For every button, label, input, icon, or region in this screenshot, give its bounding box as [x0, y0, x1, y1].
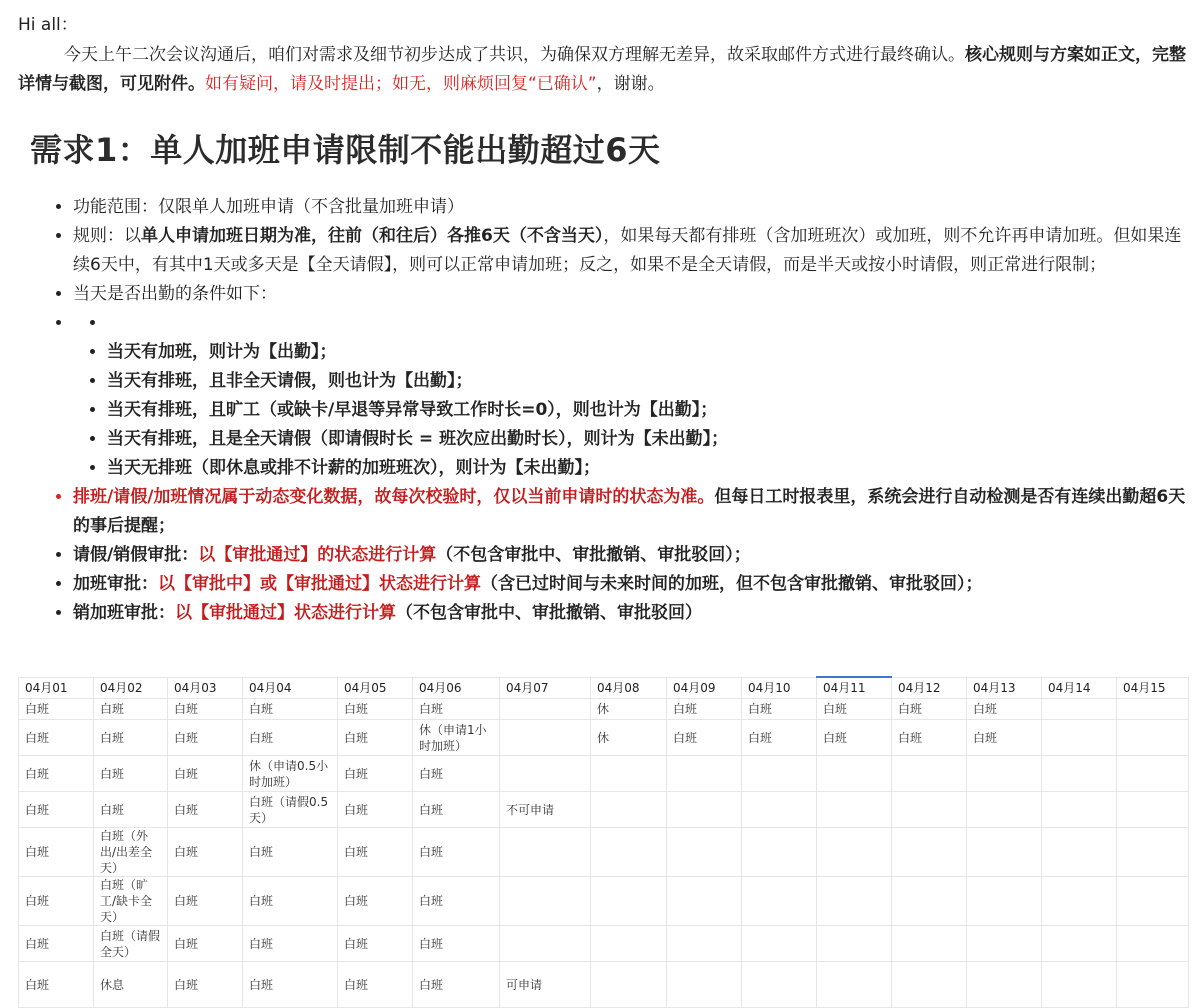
schedule-cell: 白班	[168, 962, 243, 1008]
condition-sublist	[73, 338, 1188, 483]
schedule-cell: 白班	[243, 699, 338, 720]
date-header-cell: 04月11	[817, 677, 892, 699]
condition-item: • 当天有排班，且旷工（或缺卡/早退等异常导致工作时长=0），则也计为【出勤】；	[107, 396, 1188, 425]
schedule-cell	[500, 756, 591, 792]
schedule-cell	[1042, 877, 1117, 926]
schedule-cell: 白班	[19, 962, 94, 1008]
schedule-cell	[817, 828, 892, 877]
schedule-cell	[967, 792, 1042, 828]
schedule-cell	[742, 962, 817, 1008]
schedule-header-row	[19, 677, 1189, 699]
schedule-cell: 白班	[413, 877, 500, 926]
schedule-row	[19, 699, 1189, 720]
schedule-cell: 白班（请假全天）	[94, 926, 168, 962]
schedule-cell: 白班	[243, 926, 338, 962]
schedule-row	[19, 792, 1189, 828]
date-header-cell: 04月03	[168, 677, 243, 699]
schedule-cell: 白班	[19, 756, 94, 792]
schedule-cell	[1042, 792, 1117, 828]
date-header-cell: 04月02	[94, 677, 168, 699]
schedule-cell: 白班	[413, 926, 500, 962]
schedule-cell	[967, 926, 1042, 962]
rules-list	[0, 193, 1200, 628]
schedule-cell: 白班	[338, 756, 413, 792]
schedule-cell: 白班	[243, 720, 338, 756]
condition-item: • 当天有排班，且非全天请假，则也计为【出勤】；	[107, 367, 1188, 396]
schedule-cell: 白班	[742, 720, 817, 756]
date-header-cell: 04月07	[500, 677, 591, 699]
schedule-cell	[667, 756, 742, 792]
schedule-row	[19, 962, 1189, 1008]
condition-item: • 当天有排班，且是全天请假（即请假时长 = 班次应出勤时长），则计为【未出勤】；	[107, 425, 1188, 454]
schedule-cell	[1117, 828, 1189, 877]
schedule-row	[19, 720, 1189, 756]
schedule-cell: 休（申请0.5小时加班）	[243, 756, 338, 792]
schedule-screenshot	[18, 676, 1188, 992]
schedule-row	[19, 828, 1189, 877]
schedule-cell: 白班	[338, 877, 413, 926]
date-header-cell: 04月15	[1117, 677, 1189, 699]
schedule-cell	[1117, 792, 1189, 828]
schedule-cell	[591, 792, 667, 828]
schedule-cell: 白班	[168, 720, 243, 756]
schedule-cell: 白班	[413, 962, 500, 1008]
requirement-heading: 需求1：单人加班申请限制不能出勤超过6天	[30, 131, 661, 169]
schedule-cell: 白班	[338, 828, 413, 877]
schedule-cell	[892, 877, 967, 926]
schedule-cell: 白班	[19, 877, 94, 926]
list-item-rule: • 规则：以单人申请加班日期为准，往前（和往后）各推6天（不含当天），如果每天都有排班（含加班班次）或加班，则不允许再申请加班。但如果连续6天中，有其中1天或多天是【全天请假】，则可以正常申请加班；反之，如果不是全天请假，而是半天或按小时请假，则正常进行限制；	[73, 222, 1188, 280]
intro-paragraph	[18, 41, 1188, 99]
list-item-scope: • 功能范围：仅限单人加班申请（不含批量加班申请）	[73, 193, 1188, 222]
intro-tail: ，谢谢。	[596, 74, 665, 94]
schedule-cell	[667, 926, 742, 962]
schedule-cell: 白班	[892, 720, 967, 756]
intro-bold: 核心规则与方案如正文，完整详情与截图，可见附件。	[18, 45, 1186, 94]
schedule-cell	[1117, 877, 1189, 926]
schedule-cell	[892, 756, 967, 792]
date-header-cell: 04月08	[591, 677, 667, 699]
schedule-cell: 白班	[338, 792, 413, 828]
schedule-cell: 白班	[168, 926, 243, 962]
schedule-cell: 白班（请假0.5天）	[243, 792, 338, 828]
schedule-cell	[500, 877, 591, 926]
schedule-cell	[892, 926, 967, 962]
schedule-cell	[742, 792, 817, 828]
date-header-cell: 04月01	[19, 677, 94, 699]
schedule-cell: 白班	[967, 720, 1042, 756]
schedule-cell	[591, 877, 667, 926]
schedule-cell	[892, 828, 967, 877]
schedule-cell	[1042, 962, 1117, 1008]
schedule-cell: 可申请	[500, 962, 591, 1008]
list-item-dynamic: • 排班/请假/加班情况属于动态变化数据，故每次校验时，仅以当前申请时的状态为准。但每日工时报表里，系统会进行自动检测是否有连续出勤超6天的事后提醒；	[73, 483, 1188, 541]
schedule-cell	[1042, 756, 1117, 792]
date-header-cell: 04月10	[742, 677, 817, 699]
schedule-cell	[1042, 720, 1117, 756]
greeting: Hi all：	[18, 15, 78, 35]
schedule-row	[19, 926, 1189, 962]
schedule-cell	[1042, 926, 1117, 962]
schedule-cell: 白班	[19, 720, 94, 756]
schedule-cell: 白班	[94, 792, 168, 828]
schedule-cell: 白班	[338, 926, 413, 962]
empty-bullet	[107, 309, 1188, 338]
schedule-cell: 白班	[892, 699, 967, 720]
schedule-cell: 休	[591, 699, 667, 720]
schedule-cell: 白班	[413, 828, 500, 877]
schedule-cell: 白班	[338, 962, 413, 1008]
list-item-overtime: • 加班审批：以【审批中】或【审批通过】状态进行计算（含已过时间与未来时间的加班，但不包含审批撤销、审批驳回）；	[73, 570, 1188, 599]
schedule-cell: 白班	[338, 699, 413, 720]
schedule-cell	[1117, 926, 1189, 962]
schedule-cell	[742, 877, 817, 926]
schedule-cell	[817, 877, 892, 926]
schedule-cell	[591, 828, 667, 877]
schedule-cell: 白班	[168, 828, 243, 877]
schedule-cell	[817, 962, 892, 1008]
schedule-cell: 白班	[667, 699, 742, 720]
schedule-cell: 白班	[243, 962, 338, 1008]
date-header-cell: 04月12	[892, 677, 967, 699]
date-header-cell: 04月14	[1042, 677, 1117, 699]
date-header-cell: 04月05	[338, 677, 413, 699]
schedule-cell	[667, 877, 742, 926]
schedule-cell: 白班	[243, 828, 338, 877]
schedule-cell: 白班	[19, 828, 94, 877]
schedule-cell: 白班	[413, 792, 500, 828]
list-item-nested	[73, 309, 1188, 483]
schedule-cell	[967, 756, 1042, 792]
schedule-cell: 白班	[967, 699, 1042, 720]
schedule-cell: 白班	[817, 720, 892, 756]
schedule-cell	[1117, 699, 1189, 720]
date-header-cell: 04月13	[967, 677, 1042, 699]
schedule-cell	[817, 926, 892, 962]
schedule-cell	[500, 828, 591, 877]
intro-red: 如有疑问，请及时提出；如无，则麻烦回复“已确认”	[205, 74, 597, 94]
list-item-leave: • 请假/销假审批：以【审批通过】的状态进行计算（不包含审批中、审批撤销、审批驳回）；	[73, 541, 1188, 570]
schedule-cell: 白班	[817, 699, 892, 720]
schedule-cell: 白班	[243, 877, 338, 926]
schedule-cell	[1117, 962, 1189, 1008]
schedule-cell: 休息	[94, 962, 168, 1008]
schedule-cell: 白班	[168, 756, 243, 792]
schedule-cell	[742, 756, 817, 792]
schedule-cell	[1042, 828, 1117, 877]
schedule-row	[19, 877, 1189, 926]
schedule-table	[18, 676, 1189, 1008]
schedule-cell	[1117, 720, 1189, 756]
schedule-cell: 白班	[413, 699, 500, 720]
list-item-cancel-overtime: • 销加班审批：以【审批通过】状态进行计算（不包含审批中、审批撤销、审批驳回）	[73, 599, 1188, 628]
schedule-cell	[817, 756, 892, 792]
schedule-cell: 白班（旷工/缺卡全天）	[94, 877, 168, 926]
date-header-cell: 04月04	[243, 677, 338, 699]
schedule-cell: 白班	[667, 720, 742, 756]
schedule-cell: 白班	[338, 720, 413, 756]
schedule-cell	[667, 962, 742, 1008]
schedule-cell: 白班	[94, 756, 168, 792]
intro-text: 今天上午二次会议沟通后，咱们对需求及细节初步达成了共识，为确保双方理解无差异，故采取邮件方式进行最终确认。	[64, 45, 965, 65]
schedule-cell	[892, 792, 967, 828]
schedule-cell: 白班	[94, 699, 168, 720]
schedule-cell	[967, 828, 1042, 877]
schedule-cell	[591, 756, 667, 792]
schedule-cell: 白班	[19, 926, 94, 962]
date-header-cell: 04月06	[413, 677, 500, 699]
schedule-cell: 白班	[168, 699, 243, 720]
schedule-cell	[892, 962, 967, 1008]
schedule-cell	[500, 699, 591, 720]
schedule-cell: 白班	[742, 699, 817, 720]
schedule-cell	[500, 926, 591, 962]
schedule-cell: 白班	[168, 792, 243, 828]
schedule-row	[19, 756, 1189, 792]
schedule-cell: 不可申请	[500, 792, 591, 828]
schedule-cell	[667, 792, 742, 828]
schedule-cell	[667, 828, 742, 877]
schedule-cell	[500, 720, 591, 756]
schedule-cell	[967, 877, 1042, 926]
schedule-cell: 白班	[19, 699, 94, 720]
schedule-cell: 白班（外出/出差全天）	[94, 828, 168, 877]
schedule-cell: 白班	[19, 792, 94, 828]
schedule-cell: 休	[591, 720, 667, 756]
schedule-cell	[591, 962, 667, 1008]
schedule-cell: 休（申请1小时加班）	[413, 720, 500, 756]
schedule-cell: 白班	[94, 720, 168, 756]
condition-item: • • 当天有加班，则计为【出勤】；	[107, 338, 1188, 367]
schedule-cell	[591, 926, 667, 962]
list-item-conditions: • 当天是否出勤的条件如下：	[73, 280, 1188, 309]
schedule-cell	[1042, 699, 1117, 720]
schedule-cell	[742, 926, 817, 962]
schedule-cell: 白班	[168, 877, 243, 926]
schedule-cell	[967, 962, 1042, 1008]
condition-item: • 当天无排班（即休息或排不计薪的加班班次），则计为【未出勤】；	[107, 454, 1188, 483]
schedule-cell	[817, 792, 892, 828]
schedule-cell	[742, 828, 817, 877]
schedule-cell	[1117, 756, 1189, 792]
schedule-cell: 白班	[413, 756, 500, 792]
date-header-cell: 04月09	[667, 677, 742, 699]
